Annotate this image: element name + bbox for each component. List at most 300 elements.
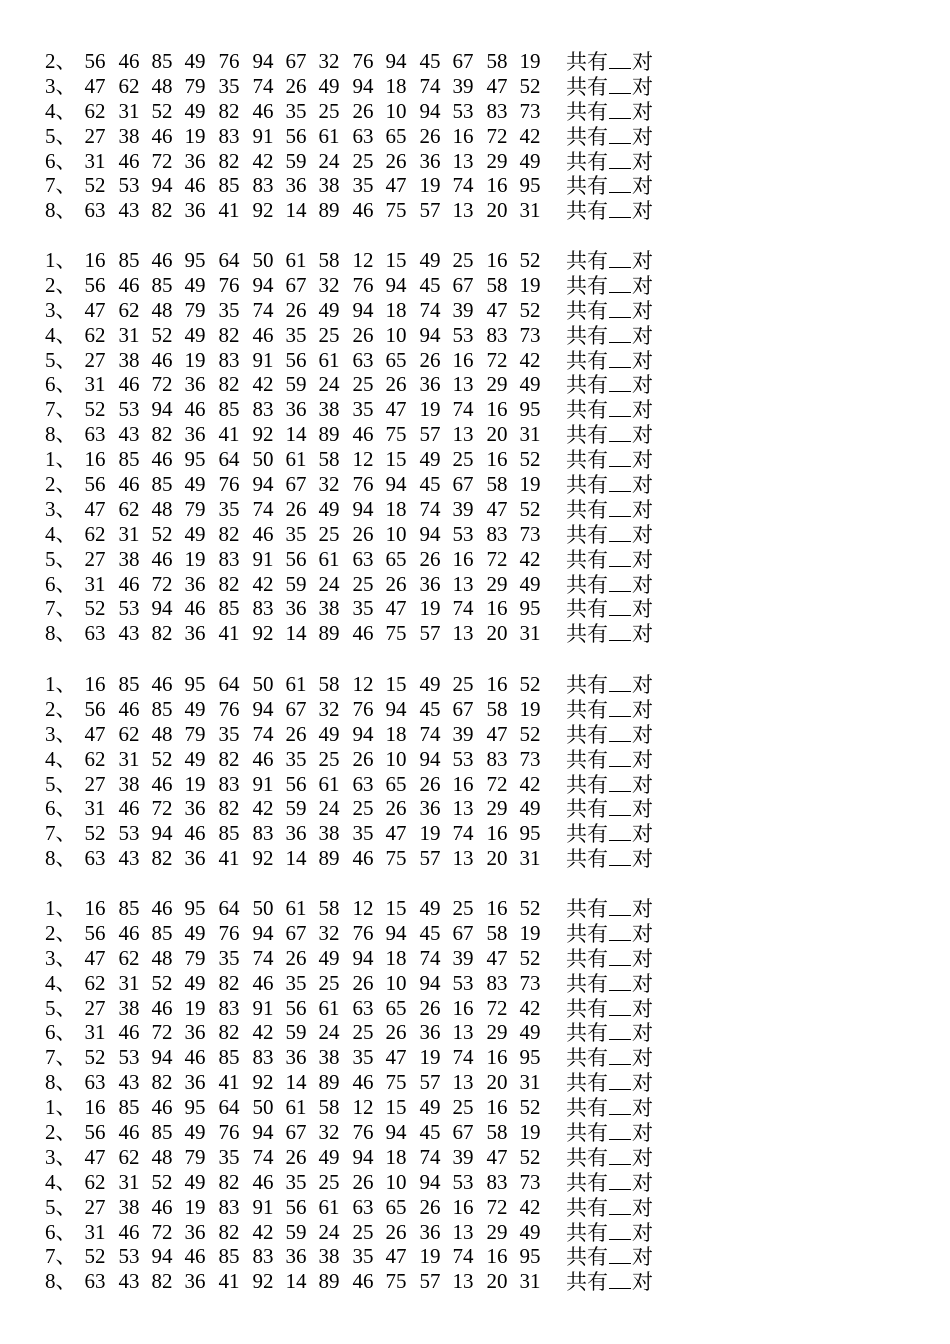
number-cell: 50 <box>252 1095 274 1120</box>
number-cell: 83 <box>218 347 240 372</box>
number-cell: 31 <box>519 198 541 223</box>
answer-prompt <box>566 74 653 100</box>
number-cell: 89 <box>318 1269 340 1294</box>
number-cell: 25 <box>318 322 340 347</box>
number-cell: 42 <box>252 796 274 821</box>
number-cell: 36 <box>419 571 441 596</box>
number-cell: 95 <box>184 1095 206 1120</box>
number-cell: 75 <box>385 1269 407 1294</box>
row-index: 6、 <box>45 372 77 397</box>
row-index: 5、 <box>45 347 77 372</box>
row-index: 8、 <box>45 621 77 646</box>
answer-blank[interactable] <box>609 1120 631 1140</box>
number-cell: 26 <box>285 496 307 521</box>
number-cell: 31 <box>84 571 106 596</box>
number-cell: 94 <box>151 1045 173 1070</box>
number-cell: 32 <box>318 696 340 721</box>
number-cell: 25 <box>318 746 340 771</box>
number-cell: 61 <box>318 347 340 372</box>
answer-blank[interactable] <box>609 1070 631 1090</box>
number-cell: 13 <box>452 571 474 596</box>
number-cell: 63 <box>84 621 106 646</box>
number-cell: 35 <box>285 746 307 771</box>
number-cell: 95 <box>184 896 206 920</box>
number-cell: 35 <box>352 596 374 621</box>
number-cell: 46 <box>151 995 173 1020</box>
number-cell: 85 <box>118 1095 140 1120</box>
number-cell: 74 <box>419 1144 441 1169</box>
number-cell: 79 <box>184 73 206 98</box>
number-cell: 76 <box>352 1120 374 1145</box>
number-cell: 13 <box>452 796 474 821</box>
number-cell: 62 <box>118 73 140 98</box>
number-cell: 52 <box>519 297 541 322</box>
number-cell: 18 <box>385 721 407 746</box>
number-cell: 63 <box>84 422 106 447</box>
number-cell: 83 <box>252 596 274 621</box>
number-cell: 94 <box>385 1120 407 1145</box>
number-cell: 94 <box>352 297 374 322</box>
number-cell: 57 <box>419 1070 441 1095</box>
answer-prompt <box>566 1045 653 1071</box>
number-cell: 42 <box>519 995 541 1020</box>
number-cell: 52 <box>151 322 173 347</box>
number-cell: 42 <box>519 771 541 796</box>
number-cell: 42 <box>519 347 541 372</box>
number-cell: 26 <box>285 1144 307 1169</box>
number-cell: 95 <box>184 248 206 272</box>
answer-blank[interactable] <box>609 572 631 592</box>
answer-blank[interactable] <box>609 946 631 966</box>
number-cell: 75 <box>385 1070 407 1095</box>
answer-blank[interactable] <box>609 273 631 293</box>
answer-blank[interactable] <box>609 124 631 144</box>
number-cell: 79 <box>184 496 206 521</box>
number-cell: 67 <box>452 472 474 497</box>
number-cell: 31 <box>118 98 140 123</box>
answer-blank[interactable] <box>609 971 631 991</box>
number-cell: 73 <box>519 746 541 771</box>
number-cell: 76 <box>218 272 240 297</box>
number-cell: 31 <box>519 1269 541 1294</box>
number-cell: 49 <box>184 49 206 73</box>
answer-blank[interactable] <box>609 722 631 742</box>
row-index: 5、 <box>45 1194 77 1219</box>
answer-blank[interactable] <box>609 198 631 218</box>
number-cell: 49 <box>184 472 206 497</box>
answer-prompt <box>566 49 653 75</box>
row-index: 2、 <box>45 1120 77 1145</box>
number-cell: 91 <box>252 1194 274 1219</box>
number-cell: 72 <box>486 123 508 148</box>
number-cell: 58 <box>318 248 340 272</box>
number-cell: 38 <box>318 596 340 621</box>
prompt-text: 共有 <box>566 1195 608 1220</box>
number-cell: 43 <box>118 1269 140 1294</box>
answer-blank[interactable] <box>609 472 631 492</box>
prompt-unit: 对 <box>632 697 653 722</box>
number-cell: 31 <box>118 746 140 771</box>
prompt-unit: 对 <box>632 373 653 398</box>
number-cell: 74 <box>419 496 441 521</box>
number-cell: 56 <box>84 272 106 297</box>
prompt-unit: 对 <box>632 921 653 946</box>
number-cell: 16 <box>84 896 106 920</box>
answer-prompt <box>566 298 653 324</box>
number-cell: 64 <box>218 672 240 696</box>
number-cell: 91 <box>252 546 274 571</box>
prompt-unit: 对 <box>632 398 653 423</box>
number-cell: 19 <box>419 397 441 422</box>
number-cell: 26 <box>352 322 374 347</box>
number-cell: 25 <box>352 148 374 173</box>
number-cell: 35 <box>285 1169 307 1194</box>
number-cell: 75 <box>385 198 407 223</box>
number-cell: 74 <box>252 496 274 521</box>
number-cell: 38 <box>118 546 140 571</box>
number-cell: 46 <box>184 1244 206 1269</box>
number-cell: 31 <box>118 1169 140 1194</box>
answer-blank[interactable] <box>609 1095 631 1115</box>
number-cell: 36 <box>419 1020 441 1045</box>
number-cell: 67 <box>285 272 307 297</box>
number-cell: 82 <box>218 322 240 347</box>
number-cell: 49 <box>419 896 441 920</box>
prompt-text: 共有 <box>566 298 608 323</box>
number-cell: 82 <box>218 1020 240 1045</box>
number-cell: 62 <box>84 746 106 771</box>
number-cell: 53 <box>452 322 474 347</box>
problem-row <box>0 298 950 323</box>
answer-prompt <box>566 1220 653 1246</box>
number-cell: 75 <box>385 422 407 447</box>
number-cell: 26 <box>419 347 441 372</box>
prompt-text: 共有 <box>566 149 608 174</box>
number-cell: 67 <box>452 920 474 945</box>
number-cell: 82 <box>218 746 240 771</box>
number-cell: 46 <box>118 1219 140 1244</box>
answer-blank[interactable] <box>609 1145 631 1165</box>
problem-row <box>0 621 950 646</box>
number-cell: 19 <box>419 1244 441 1269</box>
number-cell: 58 <box>318 896 340 920</box>
problem-group <box>0 896 950 1294</box>
number-cell: 53 <box>452 1169 474 1194</box>
answer-blank[interactable] <box>609 1045 631 1065</box>
number-cell: 53 <box>118 821 140 846</box>
number-cell: 61 <box>285 447 307 472</box>
answer-blank[interactable] <box>609 547 631 567</box>
problem-row <box>0 397 950 422</box>
number-cell: 25 <box>318 970 340 995</box>
prompt-unit: 对 <box>632 547 653 572</box>
number-cell: 61 <box>318 123 340 148</box>
prompt-text: 共有 <box>566 1245 608 1270</box>
number-cell: 31 <box>84 1219 106 1244</box>
answer-prompt <box>566 149 653 175</box>
number-cell: 72 <box>151 571 173 596</box>
number-cell: 31 <box>84 796 106 821</box>
number-cell: 45 <box>419 1120 441 1145</box>
row-index: 8、 <box>45 1269 77 1294</box>
answer-blank[interactable] <box>609 1170 631 1190</box>
prompt-unit: 对 <box>632 1021 653 1046</box>
answer-prompt <box>566 596 653 622</box>
answer-blank[interactable] <box>609 248 631 268</box>
number-cell: 94 <box>252 920 274 945</box>
number-cell: 65 <box>385 995 407 1020</box>
number-cell: 74 <box>452 821 474 846</box>
number-cell: 82 <box>151 1269 173 1294</box>
number-cell: 46 <box>151 546 173 571</box>
number-cell: 32 <box>318 920 340 945</box>
number-cell: 47 <box>84 297 106 322</box>
prompt-text: 共有 <box>566 273 608 298</box>
row-index: 7、 <box>45 821 77 846</box>
number-cell: 50 <box>252 248 274 272</box>
number-cell: 74 <box>452 173 474 198</box>
number-cell: 45 <box>419 49 441 73</box>
answer-blank[interactable] <box>609 846 631 866</box>
number-cell: 16 <box>84 1095 106 1120</box>
number-cell: 20 <box>486 1070 508 1095</box>
number-cell: 27 <box>84 771 106 796</box>
problem-row <box>0 971 950 996</box>
number-cell: 19 <box>184 347 206 372</box>
number-cell: 83 <box>218 123 240 148</box>
number-cell: 25 <box>352 796 374 821</box>
answer-blank[interactable] <box>609 896 631 916</box>
answer-blank[interactable] <box>609 1244 631 1264</box>
answer-prompt <box>566 996 653 1022</box>
prompt-text: 共有 <box>566 522 608 547</box>
number-cell: 92 <box>252 846 274 871</box>
row-index: 7、 <box>45 1244 77 1269</box>
number-cell: 41 <box>218 422 240 447</box>
answer-blank[interactable] <box>609 747 631 767</box>
answer-blank[interactable] <box>609 672 631 692</box>
problem-row <box>0 99 950 124</box>
answer-blank[interactable] <box>609 74 631 94</box>
number-cell: 13 <box>452 1269 474 1294</box>
problem-row <box>0 372 950 397</box>
answer-prompt <box>566 547 653 573</box>
answer-blank[interactable] <box>609 996 631 1016</box>
answer-blank[interactable] <box>609 697 631 717</box>
answer-blank[interactable] <box>609 99 631 119</box>
number-cell: 12 <box>352 896 374 920</box>
number-cell: 36 <box>184 571 206 596</box>
problem-row <box>0 173 950 198</box>
answer-blank[interactable] <box>609 323 631 343</box>
number-cell: 13 <box>452 1070 474 1095</box>
problem-row <box>0 821 950 846</box>
number-cell: 52 <box>84 596 106 621</box>
answer-blank[interactable] <box>609 1020 631 1040</box>
answer-blank[interactable] <box>609 497 631 517</box>
number-cell: 94 <box>385 472 407 497</box>
number-cell: 46 <box>118 148 140 173</box>
number-cell: 72 <box>151 148 173 173</box>
number-cell: 94 <box>252 696 274 721</box>
answer-blank[interactable] <box>609 298 631 318</box>
answer-blank[interactable] <box>609 796 631 816</box>
number-cell: 53 <box>452 746 474 771</box>
number-cell: 58 <box>318 447 340 472</box>
answer-blank[interactable] <box>609 772 631 792</box>
answer-blank[interactable] <box>609 522 631 542</box>
problem-row <box>0 921 950 946</box>
number-cell: 49 <box>318 297 340 322</box>
number-cell: 76 <box>352 920 374 945</box>
problem-row <box>0 772 950 797</box>
answer-blank[interactable] <box>609 49 631 69</box>
prompt-unit: 对 <box>632 522 653 547</box>
row-index: 5、 <box>45 123 77 148</box>
number-cell: 20 <box>486 1269 508 1294</box>
number-cell: 61 <box>285 248 307 272</box>
number-cell: 10 <box>385 322 407 347</box>
number-cell: 52 <box>151 1169 173 1194</box>
number-cell: 56 <box>285 771 307 796</box>
prompt-text: 共有 <box>566 398 608 423</box>
number-cell: 65 <box>385 347 407 372</box>
number-cell: 25 <box>318 521 340 546</box>
answer-blank[interactable] <box>609 348 631 368</box>
number-cell: 46 <box>151 1194 173 1219</box>
number-cell: 48 <box>151 945 173 970</box>
number-cell: 16 <box>486 1045 508 1070</box>
number-cell: 85 <box>118 248 140 272</box>
number-cell: 63 <box>352 995 374 1020</box>
number-cell: 62 <box>118 945 140 970</box>
number-cell: 31 <box>519 621 541 646</box>
number-cell: 52 <box>519 672 541 696</box>
number-cell: 36 <box>184 1219 206 1244</box>
answer-blank[interactable] <box>609 621 631 641</box>
number-cell: 72 <box>486 1194 508 1219</box>
answer-prompt <box>566 472 653 498</box>
number-cell: 94 <box>151 397 173 422</box>
row-index: 4、 <box>45 1169 77 1194</box>
number-cell: 52 <box>519 945 541 970</box>
answer-blank[interactable] <box>609 397 631 417</box>
number-cell: 94 <box>385 272 407 297</box>
number-cell: 49 <box>419 248 441 272</box>
row-index: 3、 <box>45 945 77 970</box>
number-cell: 16 <box>486 821 508 846</box>
problem-row <box>0 74 950 99</box>
number-cell: 27 <box>84 546 106 571</box>
answer-blank[interactable] <box>609 422 631 442</box>
number-cell: 95 <box>519 1045 541 1070</box>
number-cell: 31 <box>519 1070 541 1095</box>
number-cell: 58 <box>486 1120 508 1145</box>
number-cell: 26 <box>285 73 307 98</box>
answer-prompt <box>566 1244 653 1270</box>
problem-row <box>0 547 950 572</box>
answer-blank[interactable] <box>609 149 631 169</box>
number-cell: 25 <box>352 1219 374 1244</box>
row-index: 4、 <box>45 970 77 995</box>
row-index: 2、 <box>45 472 77 497</box>
number-cell: 35 <box>352 1045 374 1070</box>
number-cell: 95 <box>184 447 206 472</box>
number-cell: 38 <box>318 821 340 846</box>
number-cell: 82 <box>218 1169 240 1194</box>
number-cell: 85 <box>151 272 173 297</box>
prompt-unit: 对 <box>632 1270 653 1295</box>
number-cell: 85 <box>151 49 173 73</box>
answer-blank[interactable] <box>609 1195 631 1215</box>
number-cell: 36 <box>184 796 206 821</box>
number-cell: 19 <box>184 123 206 148</box>
answer-blank[interactable] <box>609 173 631 193</box>
problem-row <box>0 1170 950 1195</box>
answer-blank[interactable] <box>609 372 631 392</box>
prompt-text: 共有 <box>566 921 608 946</box>
number-cell: 52 <box>84 397 106 422</box>
number-cell: 47 <box>84 73 106 98</box>
number-cell: 47 <box>385 1244 407 1269</box>
answer-blank[interactable] <box>609 447 631 467</box>
number-cell: 46 <box>184 596 206 621</box>
number-cell: 18 <box>385 496 407 521</box>
number-cell: 83 <box>252 397 274 422</box>
number-cell: 25 <box>452 248 474 272</box>
number-cell: 36 <box>419 148 441 173</box>
prompt-unit: 对 <box>632 1170 653 1195</box>
answer-prompt <box>566 273 653 299</box>
number-cell: 39 <box>452 73 474 98</box>
prompt-unit: 对 <box>632 1195 653 1220</box>
answer-blank[interactable] <box>609 596 631 616</box>
number-cell: 79 <box>184 721 206 746</box>
prompt-text: 共有 <box>566 1170 608 1195</box>
number-cell: 24 <box>318 796 340 821</box>
answer-blank[interactable] <box>609 1269 631 1289</box>
answer-prompt <box>566 1195 653 1221</box>
problem-row <box>0 447 950 472</box>
prompt-text: 共有 <box>566 448 608 473</box>
row-index: 6、 <box>45 571 77 596</box>
prompt-unit: 对 <box>632 273 653 298</box>
prompt-text: 共有 <box>566 199 608 224</box>
answer-prompt <box>566 522 653 548</box>
number-cell: 16 <box>84 447 106 472</box>
prompt-text: 共有 <box>566 497 608 522</box>
number-cell: 35 <box>352 821 374 846</box>
answer-blank[interactable] <box>609 921 631 941</box>
number-cell: 49 <box>184 920 206 945</box>
answer-blank[interactable] <box>609 821 631 841</box>
problem-group <box>0 49 950 223</box>
number-cell: 62 <box>84 521 106 546</box>
number-cell: 13 <box>452 148 474 173</box>
number-cell: 29 <box>486 1219 508 1244</box>
answer-blank[interactable] <box>609 1220 631 1240</box>
number-cell: 36 <box>419 1219 441 1244</box>
number-cell: 10 <box>385 746 407 771</box>
number-cell: 76 <box>218 472 240 497</box>
number-cell: 36 <box>184 198 206 223</box>
number-cell: 62 <box>84 322 106 347</box>
number-cell: 52 <box>84 173 106 198</box>
number-cell: 94 <box>352 945 374 970</box>
problem-row <box>0 946 950 971</box>
number-cell: 64 <box>218 447 240 472</box>
number-cell: 82 <box>218 796 240 821</box>
